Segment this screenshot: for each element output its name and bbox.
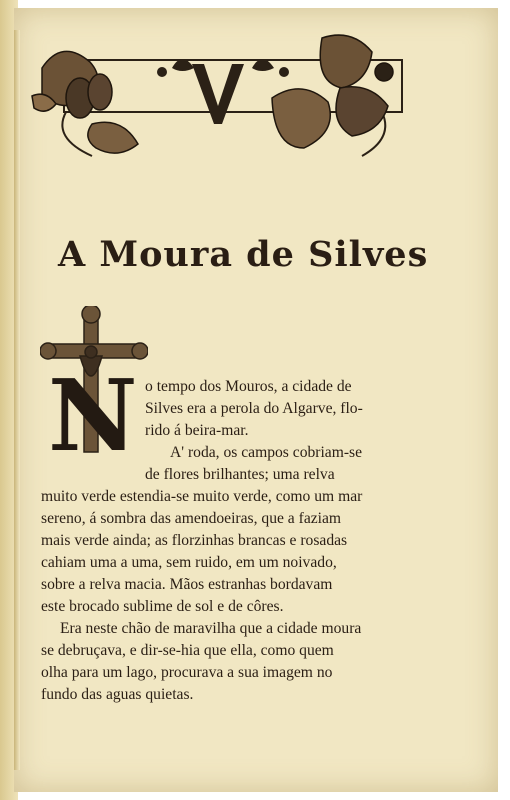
text-line: o tempo dos Mouros, a cidade de	[145, 378, 352, 395]
text-line: de flores brilhantes; uma relva	[145, 466, 335, 483]
text-line: rido á beira-mar.	[145, 422, 249, 439]
dropcap-letter: N	[48, 359, 138, 474]
text-line: muito verde estendia-se muito verde, como um mar	[41, 488, 363, 505]
chapter-title: A Moura de Silves	[58, 234, 429, 275]
text-line: este brocado sublime de sol e de côres.	[41, 598, 284, 615]
text-line: fundo das aguas quietas.	[41, 686, 194, 703]
text-line: Silves era a perola do Algarve, flo-	[145, 400, 363, 417]
text-line: mais verde ainda; as florzinhas brancas e rosadas	[41, 532, 348, 549]
text-line: sereno, á sombra das amendoeiras, que a faziam	[41, 510, 342, 527]
text-line: A' roda, os campos cobriam-se	[170, 444, 363, 461]
text-line: olha para um lago, procurava a sua imagem no	[41, 664, 333, 681]
page-edge-shadow	[14, 30, 20, 770]
text-line: Era neste chão de maravilha que a cidade moura	[60, 620, 362, 637]
text-line: cahiam uma a uma, sem ruido, em um noivado,	[41, 554, 337, 571]
text-line: sobre a relva macia. Mãos estranhas bordavam	[41, 576, 333, 593]
text-line: se debruçava, e dir-se-hia que ella, como quem	[41, 642, 334, 659]
floral-header-ornament-icon	[22, 28, 414, 166]
